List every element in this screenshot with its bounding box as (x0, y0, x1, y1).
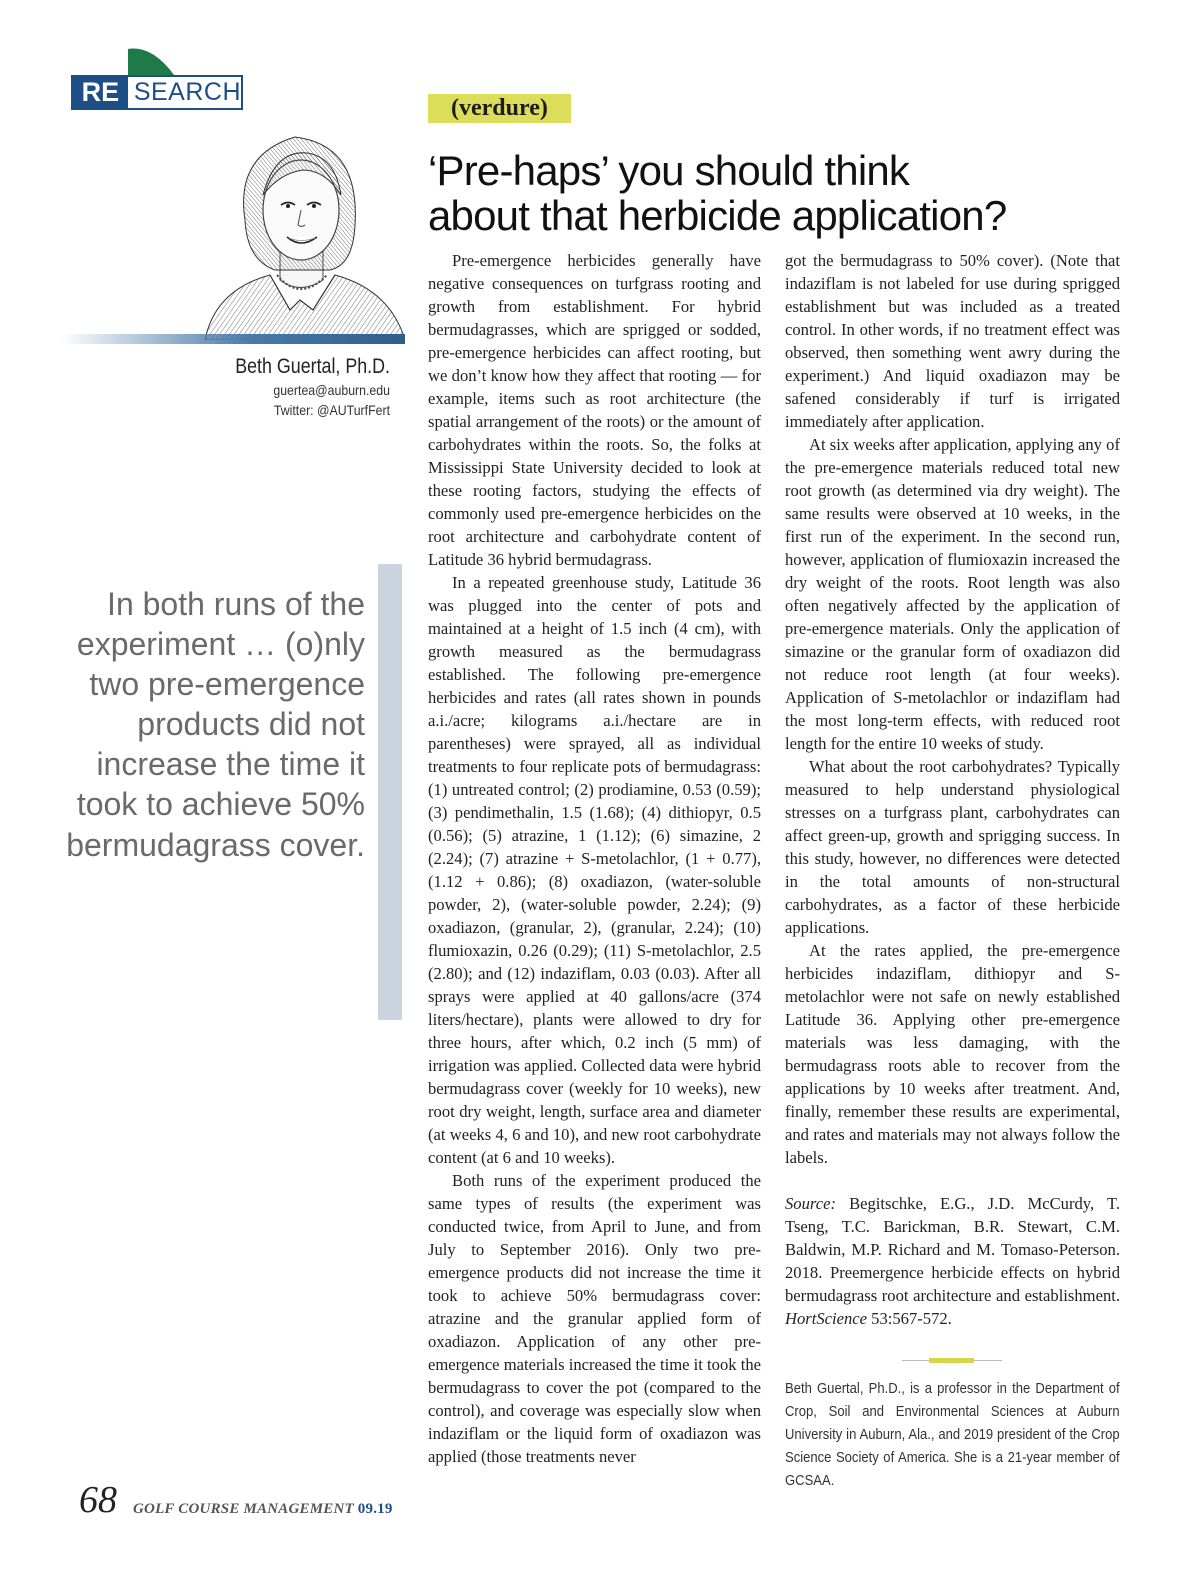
body-column-right (785, 249, 1120, 1169)
source-label: Source: (785, 1194, 836, 1213)
paragraph: At the rates applied, the pre-emergence herbicides indaziflam, dithiopyr and S-metolachlor were not safe on newly established Latitude 36. Applying other pre-emergence materials was less damaging, with the bermudagrass roots able to recover from the applications by 10 weeks after treatment. And, finally, remember these results are experimental, and rates and materials may not always follow the labels. (785, 941, 1120, 1167)
paragraph: Both runs of the experiment produced the same types of results (the experiment was conducted twice, from April to June, and from July to September 2016). Only two pre-emergence products did not increase the time it took to achieve 50% bermudagrass cover: atrazine and the granular applied form of oxadiazon. Application of any other pre-emergence materials increased the time it took the bermudagrass to cover the pot (compared to the control), and coverage was especially slow when indaziflam or the liquid form of oxadiazon was applied (those treatments never (428, 1171, 761, 1466)
paragraph: In a repeated greenhouse study, Latitude 36 was plugged into the center of pots and maintained at a height of 1.5 inch (4 cm), with growth measured as the bermudagrass established. The following pre-emergence herbicides and rates (all rates shown in pounds a.i./acre; kilograms a.i./hectare are in parentheses) were sprayed, all as individual treatments to four replicate pots of bermudagrass: (1) untreated control; (2) prodiamine, 0.53 (0.59); (3) pendimethalin, 1.5 (1.68); (4) dithiopyr, 0.5 (0.56); (5) atrazine, 1 (1.12); (6) simazine, 2 (2.24); (7) atrazine + S-metolachlor, (1 + 0.77), (1.12 + 0.86); (8) oxadiazon, (water-soluble powder, 2), (water-soluble powder, 2.24); (9) oxadiazon, (granular, 2), (granular, 2.24); (10) flumioxazin, 0.26 (0.29); (11) S-metolachlor, 2.5 (2.80); and (12) indaziflam, 0.03 (0.03). After all sprays were applied at 40 gallons/acre (374 liters/hectare), plants were allowed to dry for three hours, after which, 0.2 inch (5 mm) of irrigation was applied. Collected data were hybrid bermudagrass cover (weekly for 10 weeks), new root dry weight, length, surface area and diameter (at weeks 4, 6 and 10), and new root carbohydrate content (at 6 and 10 weeks). (428, 573, 761, 1167)
article-headline (428, 148, 1088, 238)
page-number: 68 (79, 1479, 117, 1521)
author-name: Beth Guertal, Ph.D. (235, 355, 390, 378)
logo-strong-text: RE (73, 77, 128, 108)
body-column-left (428, 249, 761, 1468)
author-portrait (195, 125, 405, 340)
author-bio (785, 1378, 1120, 1493)
source-citation-end: 53:567-572. (867, 1309, 952, 1328)
issue-date: 09.19 (357, 1501, 393, 1517)
magazine-footer (133, 1501, 393, 1518)
source-text: Begitschke, E.G., J.D. McCurdy, T. Tseng, T.C. Barickman, B.R. Stewart, C.M. Baldwin, M.P. Richard and M. Tomaso-Peterson. 2018. Preemergence herbicide effects on hybrid bermudagrass root architecture and establishment. (785, 1194, 1120, 1305)
paragraph: Pre-emergence herbicides generally have negative consequences on turfgrass rooting and growth from establishment. For hybrid bermudagrasses, which are sprigged or sodded, pre-emergence herbicides can affect rooting, but we don’t know how they affect that rooting — for example, items such as root architecture (the spatial arrangement of the roots) or the amount of carbohydrates within the roots. So, the folks at Mississippi State University decided to look at these rooting factors, studying the effects of commonly used pre-emergence herbicides on the root architecture and carbohydrate content of Latitude 36 hybrid bermudagrass. (428, 251, 761, 569)
author-rule-bar (60, 334, 405, 344)
author-email: guertea@auburn.edu (273, 382, 390, 398)
section-tag-label: (verdure) (451, 95, 548, 121)
paragraph: At six weeks after application, applying any of the pre-emergence materials reduced total new root growth (as determined via dry weight). The same results were observed at 10 weeks, in the first run of the experiment. In the second run, however, application of flumioxazin increased the dry weight of the roots. Root length was also often negatively affected by the application of pre-emergence materials. Only the application of simazine or the granular form of oxadiazon did not reduce root length (at four weeks). Application of S-metolachlor or indaziflam had the most long-term effects, with reduced root length for the entire 10 weeks of study. (785, 435, 1120, 753)
magazine-name: GOLF COURSE MANAGEMENT (133, 1501, 354, 1517)
source-journal: HortScience (785, 1309, 868, 1328)
author-bio-text: Beth Guertal, Ph.D., is a professor in the Department of Crop, Soil and Environmental Sciences at Auburn University in Auburn, Ala., and 2019 president of the Crop Science Society of America. She is a 21-year member of GCSAA. (785, 1381, 1120, 1489)
source-citation (785, 1192, 1120, 1330)
research-logo (71, 75, 243, 110)
headline-line-2: about that herbicide application? (428, 192, 1007, 239)
section-tag (428, 94, 571, 123)
pull-quote: In both runs of the experiment … (o)nly two pre-emergence products did not increase the time it took to achieve 50% bermudagrass cover. (66, 586, 365, 863)
headline-line-1: ‘Pre-haps’ you should think (428, 147, 910, 194)
paragraph: got the bermudagrass to 50% cover). (Note that indaziflam is not labeled for use during sprigged establishment but was included as a treated control. In other words, if no treatment effect was observed, then something went awry during the experiment.) And liquid oxadiazon may be safened considerably if turf is irrigated immediately after application. (785, 251, 1120, 431)
pull-quote-bar (378, 564, 402, 1020)
leaf-logo-icon (128, 45, 174, 75)
author-twitter: Twitter: @AUTurfFert (273, 402, 390, 418)
logo-light-text: SEARCH (133, 78, 241, 106)
paragraph: What about the root carbohydrates? Typically measured to help understand physiological stresses on a turfgrass plant, carbohydrates can affect green-up, growth and sprigging success. In this study, however, no differences were detected in the total amounts of non-structural carbohydrates, as a factor of these herbicide applications. (785, 757, 1120, 937)
divider-accent (929, 1358, 974, 1363)
